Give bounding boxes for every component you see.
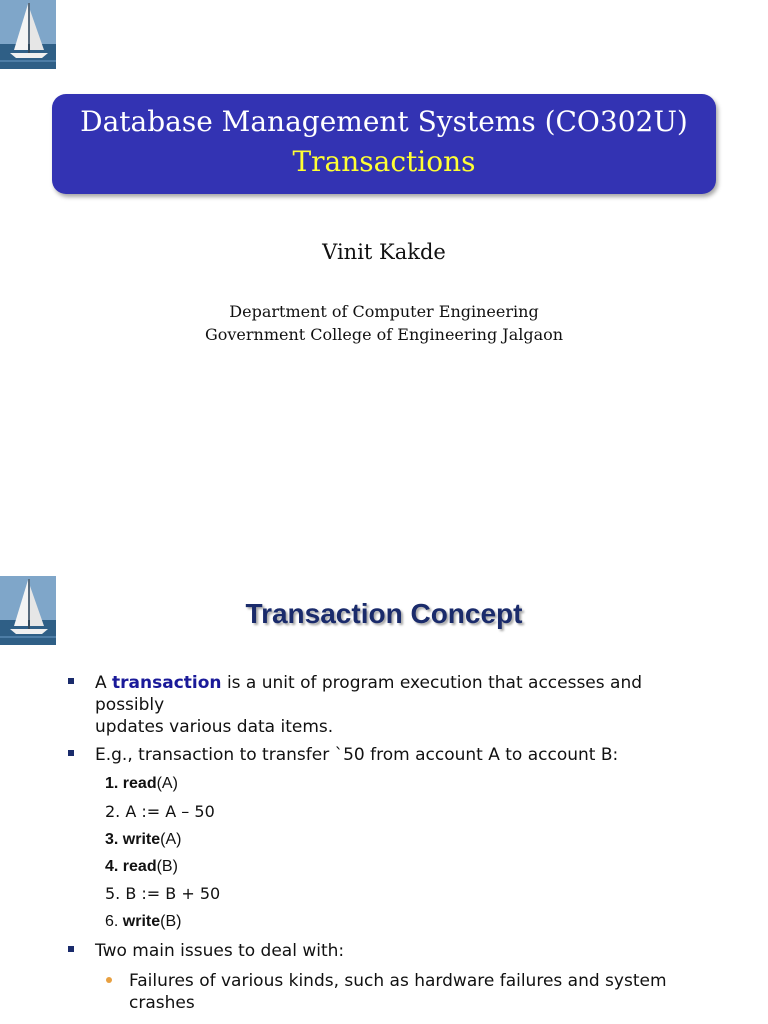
author-name: Vinit Kakde [322,240,446,264]
sub-bullet-text: Failures of various kinds, such as hardware failures and system crashes [129,971,667,1013]
bullet-square-icon [68,750,74,756]
keyword-transaction: transaction [112,673,222,693]
bullet-text: E.g., transaction to transfer `50 from account A to account B: [95,745,619,765]
bullet-square-icon [68,946,74,952]
bullet-text: A transaction is a unit of program execution that accesses and possibly updates various data items. [95,673,643,737]
step-item: 4. read(B) [105,858,178,875]
department-name: Department of Computer Engineering [229,302,539,321]
step-item: 6. write(B) [105,913,182,930]
content-slide [0,576,768,1024]
step-item: 1. read(A) [105,775,178,792]
sailboat-icon [0,0,56,69]
step-item: 5. B := B + 50 [105,884,221,903]
step-item: 3. write(A) [105,831,182,848]
college-name: Government College of Engineering Jalgaon [204,325,564,344]
title-banner [52,94,716,194]
presentation-subtitle: Transactions [292,145,476,178]
bullet-square-icon [68,678,74,684]
slide-title: Transaction Concept [245,598,523,629]
presentation-title: Database Management Systems (CO302U) [80,105,688,138]
step-item: 2. A := A – 50 [105,802,215,821]
bullet-dot-icon [106,977,112,983]
bullet-text: Two main issues to deal with: [95,941,345,961]
